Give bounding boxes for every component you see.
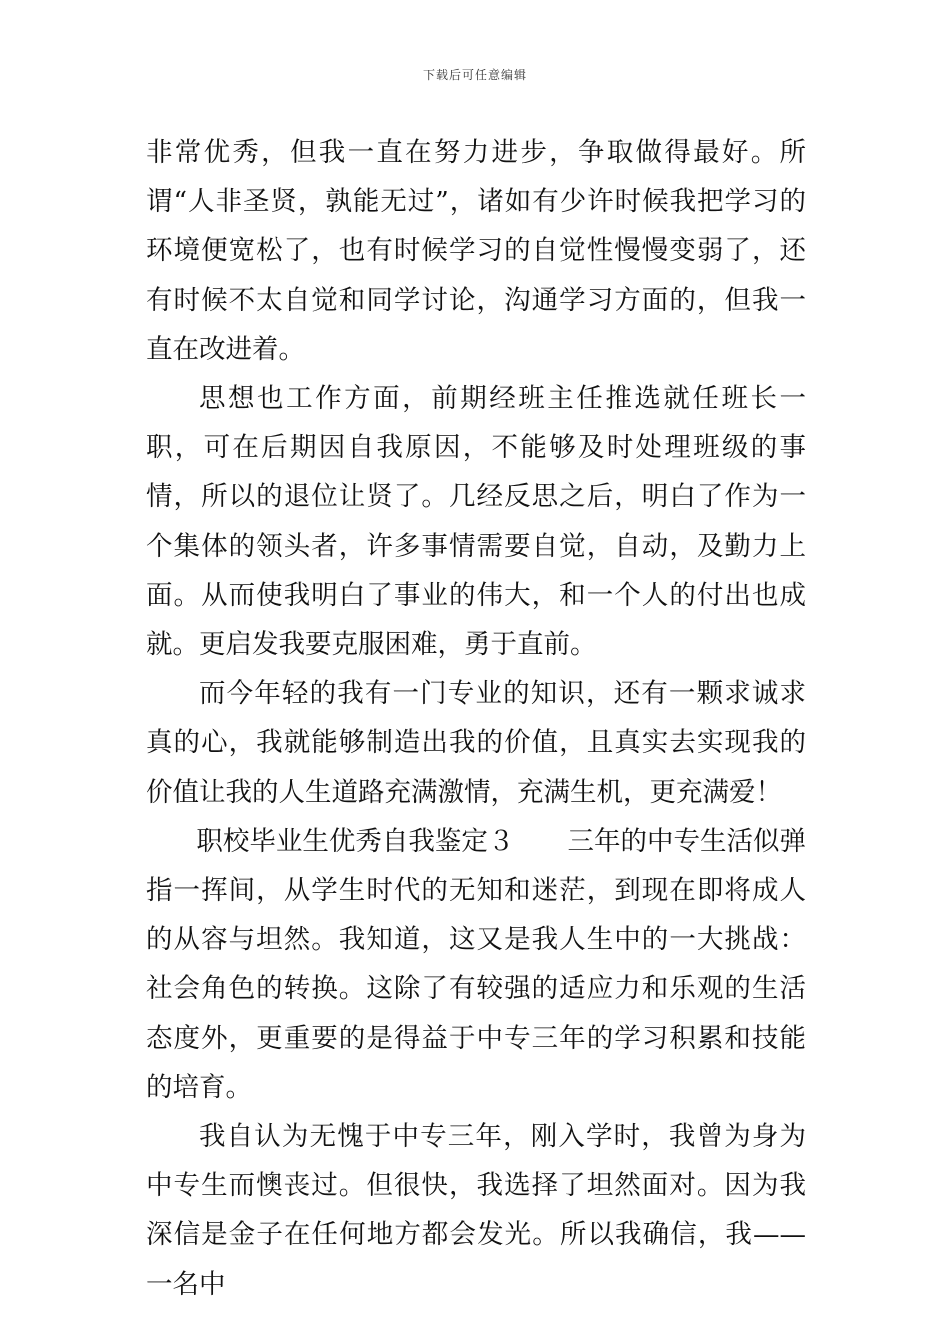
header-note: 下载后可任意编辑 (422, 68, 527, 82)
paragraph-thought-work: 思想也工作方面，前期经班主任推选就任班长一职，可在后期因自我原因，不能够及时处理班级的事情，所以的退位让贤了。几经反思之后，明白了作为一个集体的领头者，许多事情需要自觉，自动，及勤力上面。从而使我明白了事业的伟大，和一个人的付出也成就。更启发我要克服困难，勇于直前。 (146, 383, 806, 661)
paragraph-continuation: 非常优秀，但我一直在努力进步，争取做得最好。所谓“人非圣贤，孰能无过”，诸如有少许时候我把学习的环境便宽松了，也有时候学习的自觉性慢慢变弱了，还有时候不太自觉和同学讨论，沟通学习方面的，但我一直在改进着。 (146, 137, 806, 365)
paragraph-young-me: 而今年轻的我有一门专业的知识，还有一颗求诚求真的心，我就能够制造出我的价值，且真实去实现我的价值让我的人生道路充满激情，充满生机，更充满爱！ (146, 678, 806, 808)
document-body (146, 128, 806, 1309)
paragraph-no-regrets: 我自认为无愧于中专三年，刚入学时，我曾为身为中专生而懊丧过。但很快，我选择了坦然面对。因为我深信是金子在任何地方都会发光。所以我确信，我——一名中 (146, 1121, 806, 1300)
paragraph-self-appraisal-3: 职校毕业生优秀自我鉴定３ 三年的中专生活似弹指一挥间，从学生时代的无知和迷茫，到现在即将成人的从容与坦然。我知道，这又是我人生中的一大挑战：社会角色的转换。这除了有较强的适应力和乐观的生活态度外，更重要的是得益于中专三年的学习积累和技能的培育。 (146, 825, 806, 1103)
